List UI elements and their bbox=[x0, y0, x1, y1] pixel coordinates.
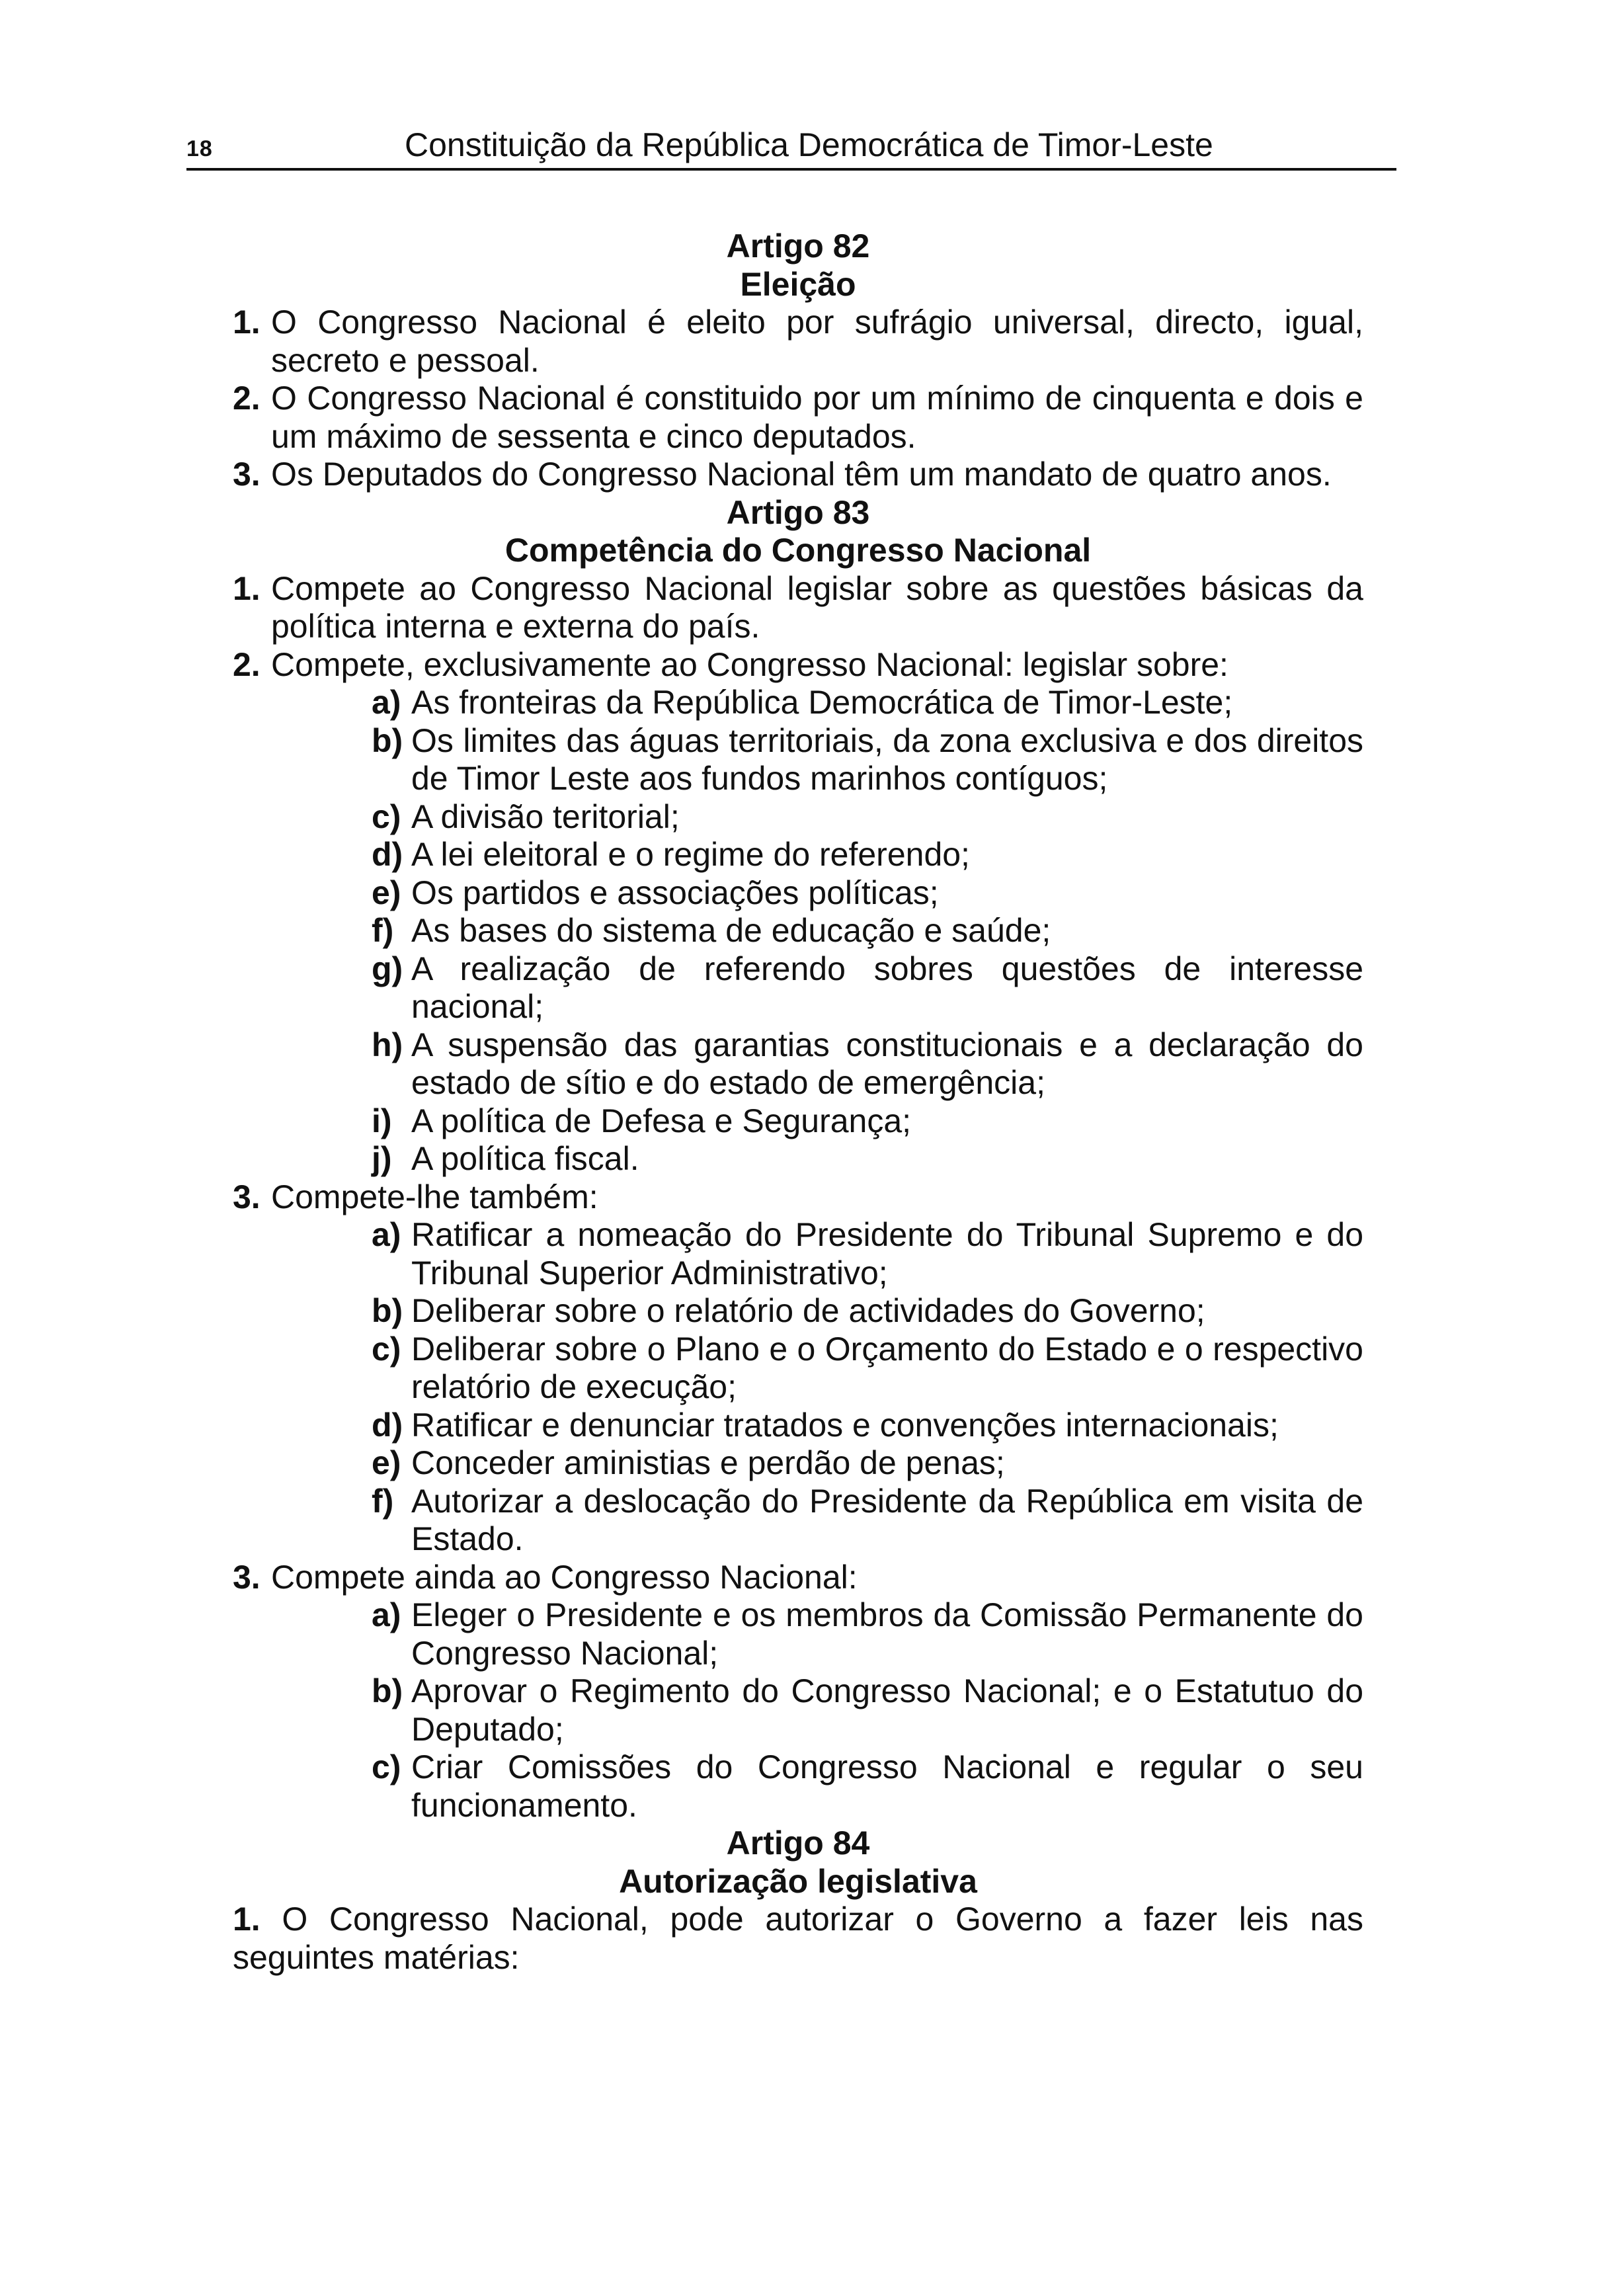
item-number: 2. bbox=[233, 645, 261, 683]
subitem-letter: c) bbox=[372, 798, 401, 835]
subitem-text: Conceder aministias e perdão de penas; bbox=[411, 1444, 1005, 1481]
subitem-e bbox=[372, 1444, 1363, 1483]
article-83-item-1 bbox=[233, 570, 1363, 646]
subitem-letter: f) bbox=[372, 912, 394, 949]
subitem-text: Deliberar sobre o Plano e o Orçamento do Estado e o respectivo relatório de execução; bbox=[411, 1330, 1363, 1405]
subitem-d bbox=[372, 1407, 1363, 1445]
subitem-text: Os partidos e associações políticas; bbox=[411, 874, 939, 911]
subitem-text: Os limites das águas territoriais, da zona exclusiva e dos direitos de Timor Leste aos fundos marinhos contíguos; bbox=[411, 721, 1363, 797]
subitem-c bbox=[372, 1748, 1363, 1824]
subitem-e bbox=[372, 874, 1363, 913]
subitem-i bbox=[372, 1102, 1363, 1141]
subitem-text: A realização de referendo sobres questões de interesse nacional; bbox=[411, 950, 1363, 1025]
subitem-j bbox=[372, 1140, 1363, 1178]
subitem-text: Aprovar o Regimento do Congresso Nacional; e o Estatutuo do Deputado; bbox=[411, 1672, 1363, 1748]
article-84-item-1 bbox=[233, 1901, 1363, 1977]
subitem-letter: g) bbox=[372, 950, 403, 987]
item-number: 1. bbox=[233, 1901, 261, 1938]
subitem-text: Deliberar sobre o relatório de actividades do Governo; bbox=[411, 1292, 1205, 1329]
subitem-text: Criar Comissões do Congresso Nacional e regular o seu funcionamento. bbox=[411, 1748, 1363, 1824]
item-number: 1. bbox=[233, 569, 261, 607]
article-82-item-3 bbox=[233, 456, 1363, 494]
article-82-title: Eleição bbox=[740, 265, 856, 303]
subitem-text: A divisão teritorial; bbox=[411, 798, 680, 835]
item-text: Compete, exclusivamente ao Congresso Nacional: legislar sobre: bbox=[271, 645, 1228, 683]
item-number: 2. bbox=[233, 380, 261, 417]
article-84-title: Autorização legislativa bbox=[619, 1862, 977, 1900]
subitem-letter: j) bbox=[372, 1140, 392, 1177]
subitem-letter: a) bbox=[372, 684, 401, 721]
subitem-c bbox=[372, 1331, 1363, 1407]
item-number: 3. bbox=[233, 456, 261, 493]
item-text: Compete ao Congresso Nacional legislar sobre as questões básicas da política interna e externa do país. bbox=[271, 569, 1363, 645]
subitem-text: A lei eleitoral e o regime do referendo; bbox=[411, 836, 970, 873]
subitem-b bbox=[372, 1292, 1363, 1331]
subitem-g bbox=[372, 950, 1363, 1026]
subitem-letter: d) bbox=[372, 1406, 403, 1444]
item-number: 3. bbox=[233, 1178, 261, 1215]
subitem-a bbox=[372, 684, 1363, 722]
subitem-text: Autorizar a deslocação do Presidente da República em visita de Estado. bbox=[411, 1482, 1363, 1557]
subitem-a bbox=[372, 1596, 1363, 1672]
document-body bbox=[233, 227, 1363, 1977]
running-title: Constituição da República Democrática de Timor-Leste bbox=[405, 126, 1213, 163]
article-82-heading: Artigo 82 bbox=[726, 227, 870, 265]
subitem-letter: a) bbox=[372, 1216, 401, 1253]
subitem-f bbox=[372, 1483, 1363, 1559]
article-82-item-1 bbox=[233, 304, 1363, 380]
article-84-heading: Artigo 84 bbox=[726, 1824, 870, 1862]
item-text: Compete ainda ao Congresso Nacional: bbox=[271, 1558, 858, 1596]
subitem-text: Eleger o Presidente e os membros da Comissão Permanente do Congresso Nacional; bbox=[411, 1596, 1363, 1672]
subitem-text: As bases do sistema de educação e saúde; bbox=[411, 912, 1051, 949]
subitem-b bbox=[372, 1672, 1363, 1748]
subitem-b bbox=[372, 722, 1363, 798]
item-number: 3. bbox=[233, 1558, 261, 1596]
subitem-letter: a) bbox=[372, 1596, 401, 1633]
subitem-letter: d) bbox=[372, 836, 403, 873]
subitem-letter: e) bbox=[372, 874, 401, 911]
subitem-letter: b) bbox=[372, 721, 403, 759]
subitem-text: A suspensão das garantias constitucionais e a declaração do estado de sítio e do estado de emergência; bbox=[411, 1026, 1363, 1101]
subitem-f bbox=[372, 912, 1363, 950]
item-text: Os Deputados do Congresso Nacional têm um mandato de quatro anos. bbox=[271, 456, 1332, 493]
article-83-heading: Artigo 83 bbox=[726, 493, 870, 531]
subitem-text: As fronteiras da República Democrática de Timor-Leste; bbox=[411, 684, 1233, 721]
article-83-item-2 bbox=[233, 646, 1363, 684]
subitem-letter: b) bbox=[372, 1672, 403, 1709]
article-83-item-3a bbox=[233, 1178, 1363, 1217]
subitem-c bbox=[372, 798, 1363, 837]
subitem-letter: i) bbox=[372, 1102, 392, 1139]
subitem-letter: h) bbox=[372, 1026, 403, 1063]
article-82-item-2 bbox=[233, 380, 1363, 456]
subitem-letter: c) bbox=[372, 1330, 401, 1368]
subitem-text: Ratificar a nomeação do Presidente do Tribunal Supremo e do Tribunal Superior Administrativo; bbox=[411, 1216, 1363, 1292]
item-text: Compete-lhe também: bbox=[271, 1178, 598, 1215]
page-number: 18 bbox=[186, 136, 213, 161]
running-header bbox=[186, 126, 1396, 171]
article-83-title: Competência do Congresso Nacional bbox=[504, 532, 1092, 569]
subitem-h bbox=[372, 1026, 1363, 1102]
subitem-letter: b) bbox=[372, 1292, 403, 1329]
subitem-letter: e) bbox=[372, 1444, 401, 1481]
subitem-letter: c) bbox=[372, 1748, 401, 1785]
article-83-item-3b bbox=[233, 1559, 1363, 1597]
subitem-letter: f) bbox=[372, 1482, 394, 1520]
subitem-d bbox=[372, 836, 1363, 874]
subitem-a bbox=[372, 1216, 1363, 1292]
item-text: O Congresso Nacional é constituido por um mínimo de cinquenta e dois e um máximo de sessenta e cinco deputados. bbox=[271, 380, 1363, 455]
subitem-text: A política de Defesa e Segurança; bbox=[411, 1102, 912, 1139]
subitem-text: Ratificar e denunciar tratados e convenções internacionais; bbox=[411, 1406, 1279, 1444]
subitem-text: A política fiscal. bbox=[411, 1140, 639, 1177]
item-text: O Congresso Nacional, pode autorizar o Governo a fazer leis nas seguintes matérias: bbox=[233, 1901, 1363, 1976]
item-number: 1. bbox=[233, 304, 261, 341]
item-text: O Congresso Nacional é eleito por sufrágio universal, directo, igual, secreto e pessoal. bbox=[271, 304, 1363, 379]
